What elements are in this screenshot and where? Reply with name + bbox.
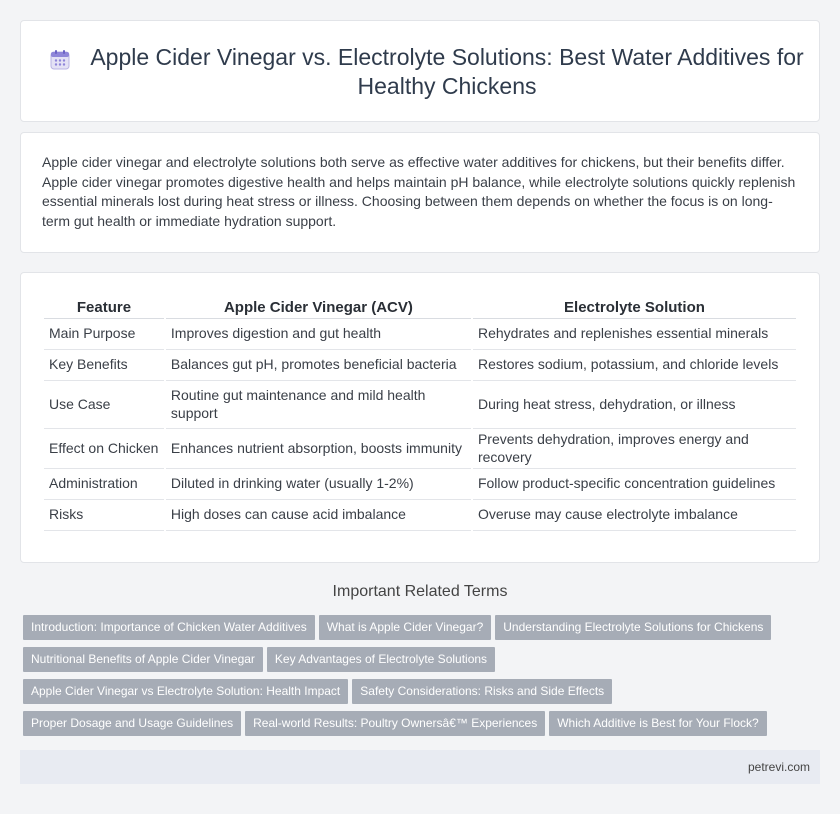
related-term-tag[interactable]: Real-world Results: Poultry Ownersâ€™ Experiences [245, 711, 545, 736]
title-card [20, 20, 820, 122]
comparison-table [42, 297, 798, 531]
table-cell: Risks [44, 500, 164, 531]
column-header-feature: Feature [44, 297, 164, 319]
table-cell: Follow product-specific concentration guidelines [473, 469, 796, 500]
table-cell: Administration [44, 469, 164, 500]
table-cell: High doses can cause acid imbalance [166, 500, 471, 531]
table-cell: Effect on Chicken [44, 429, 164, 469]
related-term-tag[interactable]: Proper Dosage and Usage Guidelines [23, 711, 241, 736]
column-header-acv: Apple Cider Vinegar (ACV) [166, 297, 471, 319]
table-cell: Diluted in drinking water (usually 1-2%) [166, 469, 471, 500]
related-term-tag[interactable]: Apple Cider Vinegar vs Electrolyte Solution: Health Impact [23, 679, 348, 704]
related-term-tag[interactable]: Key Advantages of Electrolyte Solutions [267, 647, 495, 672]
table-row [44, 350, 796, 381]
footer [20, 750, 820, 784]
table-cell: Key Benefits [44, 350, 164, 381]
table-cell: Routine gut maintenance and mild health support [166, 381, 471, 429]
comparison-table-card [20, 272, 820, 563]
table-header-row [44, 297, 796, 319]
table-row [44, 319, 796, 350]
related-term-tag[interactable]: Which Additive is Best for Your Flock? [549, 711, 766, 736]
table-cell: Prevents dehydration, improves energy and recovery [473, 429, 796, 469]
table-cell: Balances gut pH, promotes beneficial bacteria [166, 350, 471, 381]
table-cell: Enhances nutrient absorption, boosts immunity [166, 429, 471, 469]
table-cell: During heat stress, dehydration, or illness [473, 381, 796, 429]
table-cell: Improves digestion and gut health [166, 319, 471, 350]
table-cell: Overuse may cause electrolyte imbalance [473, 500, 796, 531]
related-term-tag[interactable]: Safety Considerations: Risks and Side Effects [352, 679, 612, 704]
intro-paragraph: Apple cider vinegar and electrolyte solutions both serve as effective water additives for chickens, but their benefits differ. Apple cider vinegar promotes digestive health and helps maintain pH balance, while electrolyte solutions quickly replenish essential minerals lost during heat stress or illness. Choosing between them depends on whether the focus is on long-term gut health or immediate hydration support. [42, 154, 796, 229]
table-row [44, 429, 796, 469]
tag-row [23, 679, 813, 711]
tag-row [23, 647, 813, 679]
table-cell: Main Purpose [44, 319, 164, 350]
related-term-tag[interactable]: Introduction: Importance of Chicken Water Additives [23, 615, 315, 640]
intro-card [20, 132, 820, 253]
footer-site-link[interactable]: petrevi.com [747, 760, 810, 774]
page-title: Apple Cider Vinegar vs. Electrolyte Solutions: Best Water Additives for Healthy Chickens [90, 44, 804, 99]
tag-row [23, 711, 813, 743]
table-row [44, 469, 796, 500]
related-terms-heading: Important Related Terms [332, 583, 508, 600]
related-term-tag[interactable]: What is Apple Cider Vinegar? [319, 615, 492, 640]
related-terms-list [23, 615, 813, 743]
tag-row [23, 615, 813, 647]
column-header-electrolyte: Electrolyte Solution [473, 297, 796, 319]
table-cell: Restores sodium, potassium, and chloride levels [473, 350, 796, 381]
table-cell: Rehydrates and replenishes essential minerals [473, 319, 796, 350]
table-row [44, 381, 796, 429]
table-cell: Use Case [44, 381, 164, 429]
table-row [44, 500, 796, 531]
related-term-tag[interactable]: Understanding Electrolyte Solutions for Chickens [495, 615, 771, 640]
related-term-tag[interactable]: Nutritional Benefits of Apple Cider Vinegar [23, 647, 263, 672]
